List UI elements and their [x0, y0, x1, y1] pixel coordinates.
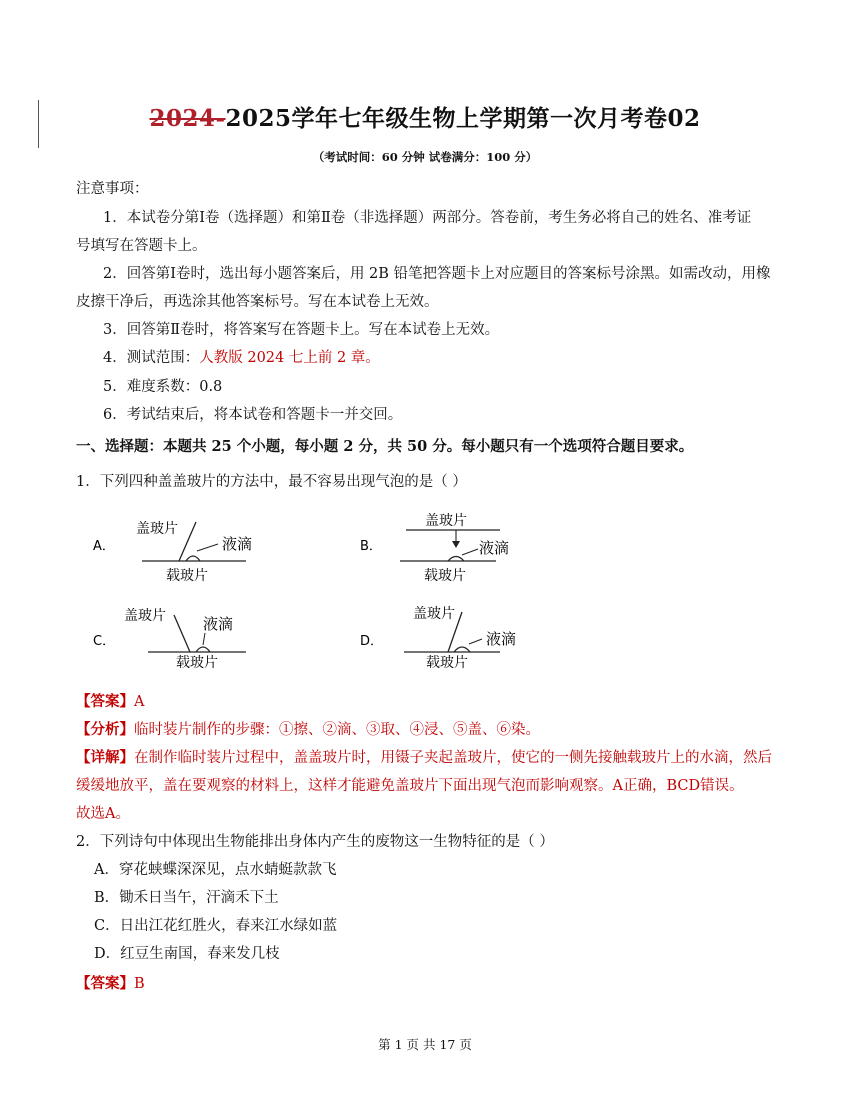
exam-info: （考试时间：60 分钟 试卷满分：100 分） [312, 150, 538, 164]
question-1-conclusion: 故选A。 [76, 806, 130, 822]
question-2-option-b: B．锄禾日当午，汗滴禾下土 [94, 890, 279, 906]
notice-item-1-line-1: 1．本试卷分第Ⅰ卷（选择题）和第Ⅱ卷（非选择题）两部分。答卷前，考生务必将自己的姓名、准考证 [103, 210, 752, 226]
cover-slip-label-b: 盖玻片 [425, 513, 467, 529]
option-b-diagram [360, 512, 509, 584]
notice-item-4-prefix: 4．测试范围： [103, 350, 200, 366]
answer-label: 【答案】 [76, 975, 134, 992]
question-1-figure [0, 500, 850, 680]
drop-label-d: 液滴 [486, 630, 517, 648]
option-b-label: B． [360, 539, 382, 554]
drop-label-c: 液滴 [203, 615, 234, 633]
page-title [0, 100, 850, 133]
option-c-label: C． [93, 634, 116, 649]
question-1-detail-line-2: 缓缓地放平，盖在要观察的材料上，这样才能避免盖玻片下面出现气泡而影响观察。A正确，BCD错误。 [76, 778, 744, 794]
detail-label: 【详解】 [76, 749, 134, 766]
slide-label-b: 载玻片 [424, 568, 466, 584]
question-1-detail-line-1 [76, 746, 772, 767]
test-scope: 人教版 2024 七上前 2 章。 [199, 350, 380, 366]
analysis-text: 临时装片制作的步骤：①擦、②滴、③取、④浸、⑤盖、⑥染。 [134, 722, 540, 738]
notice-item-4 [103, 346, 380, 367]
page-number: 第 1 页 共 17 页 [378, 1037, 472, 1052]
question-2-option-a: A．穿花蛱蝶深深见，点水蜻蜓款款飞 [94, 862, 337, 878]
cover-slip-label-d: 盖玻片 [413, 606, 455, 622]
drop-label-b: 液滴 [479, 539, 510, 557]
slide-label-d: 载玻片 [426, 655, 468, 671]
option-a-label: A． [93, 539, 115, 554]
option-a-diagram [93, 520, 252, 584]
cover-slip-label-a: 盖玻片 [136, 521, 178, 537]
answer-label: 【答案】 [76, 693, 134, 710]
detail-text-1: 在制作临时装片过程中，盖盖玻片时，用镊子夹起盖玻片，使它的一侧先接触载玻片上的水滴，然后 [134, 750, 772, 766]
answer-value: B [134, 976, 145, 992]
notice-item-6: 6．考试结束后，将本试卷和答题卡一并交回。 [103, 407, 403, 423]
notice-heading: 注意事项： [76, 181, 149, 197]
option-c-diagram [93, 607, 246, 671]
notice-item-2-line-1: 2．回答第Ⅰ卷时，选出每小题答案后，用 2B 铅笔把答题卡上对应题目的答案标号涂黑。如需改动，用橡 [103, 266, 771, 282]
answer-value: A [134, 694, 145, 710]
notice-item-1-line-2: 号填写在答题卡上。 [76, 238, 207, 254]
title-main: 2025学年七年级生物上学期第一次月考卷02 [225, 105, 701, 132]
option-d-label: D． [360, 634, 384, 649]
title-struck-year: 2024- [149, 105, 226, 132]
question-1-stem: 1．下列四种盖盖玻片的方法中，最不容易出现气泡的是（ ） [76, 474, 467, 490]
cover-slip-label-c: 盖玻片 [124, 608, 166, 624]
section-heading: 一、选择题：本题共 25 个小题，每小题 2 分，共 50 分。每小题只有一个选项符合题目要求。 [76, 438, 694, 455]
question-2-option-d: D．红豆生南国，春来发几枝 [94, 946, 280, 962]
question-1-answer [76, 690, 144, 711]
notice-item-5: 5．难度系数：0.8 [103, 379, 223, 395]
slide-label-a: 载玻片 [166, 568, 208, 584]
question-2-answer [76, 972, 145, 993]
notice-item-3: 3．回答第Ⅱ卷时，将答案写在答题卡上。写在本试卷上无效。 [103, 322, 500, 338]
question-2-stem: 2．下列诗句中体现出生物能排出身体内产生的废物这一生物特征的是（ ） [76, 834, 554, 850]
slide-label-c: 载玻片 [176, 655, 218, 671]
question-2-option-c: C．日出江花红胜火，春来江水绿如蓝 [94, 918, 338, 934]
option-d-diagram [360, 605, 516, 671]
question-1-analysis [76, 718, 540, 739]
analysis-label: 【分析】 [76, 721, 134, 738]
notice-item-2-line-2: 皮擦干净后，再选涂其他答案标号。写在本试卷上无效。 [76, 294, 439, 310]
drop-label-a: 液滴 [222, 535, 253, 553]
